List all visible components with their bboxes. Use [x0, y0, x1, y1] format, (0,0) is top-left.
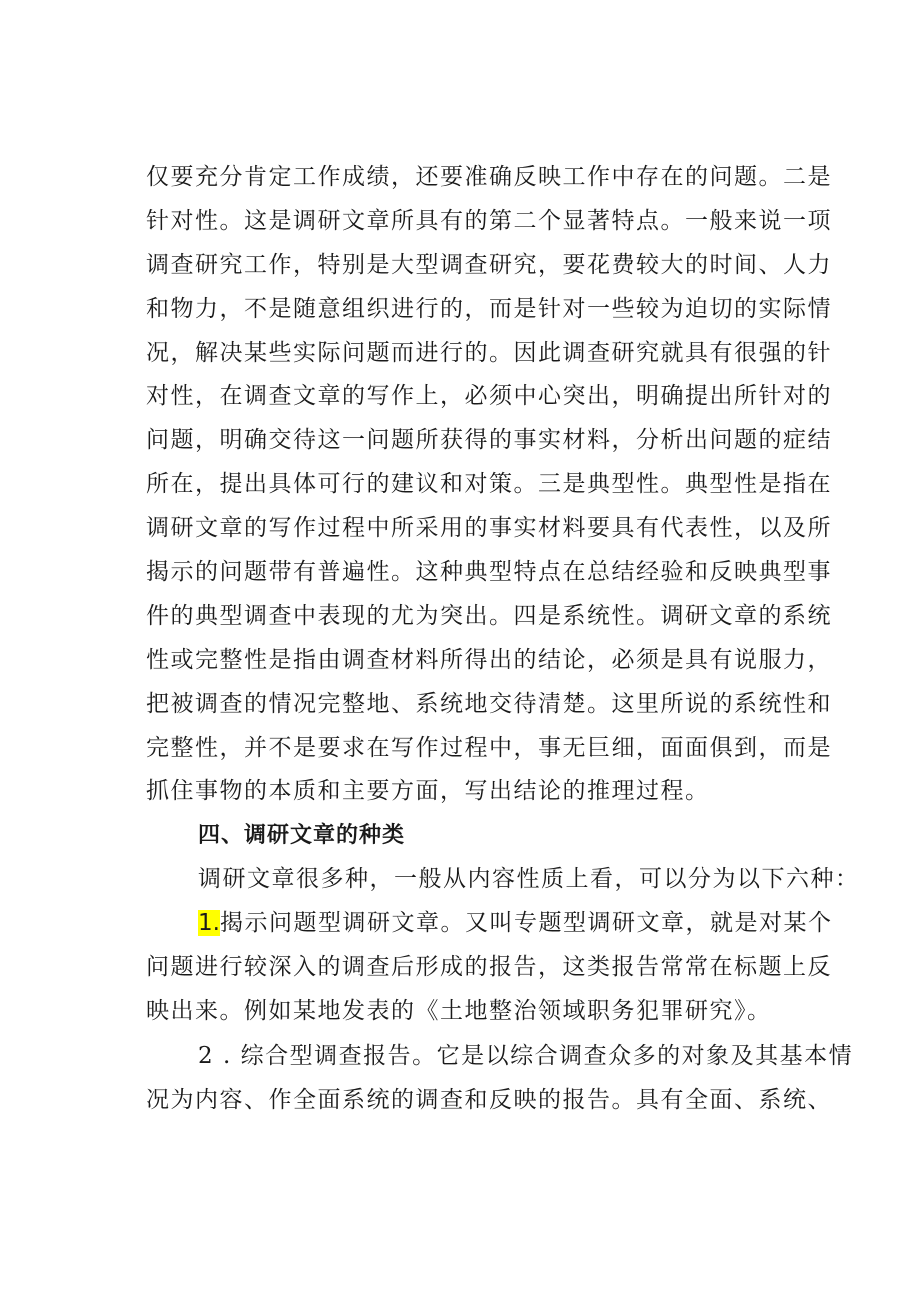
- text-line: 和物力，不是随意组织进行的，而是针对一些较为迫切的实际情: [146, 295, 832, 322]
- text-line: 问题，明确交待这一问题所获得的事实材料，分析出问题的症结: [146, 427, 832, 454]
- text-line: [146, 902, 833, 946]
- text-line: 针对性。这是调研文章所具有的第二个显著特点。一般来说一项: [146, 207, 832, 234]
- text-line: 况为内容、作全面系统的调查和反映的报告。具有全面、系统、: [146, 1086, 832, 1113]
- text-line: 调研文章很多种，一般从内容性质上看，可以分为以下六种：: [198, 866, 860, 892]
- text-segment: 揭示问题型调研文章。又叫专题型调研文章，就是对某个: [219, 910, 833, 936]
- text-line: 揭示的问题带有普遍性。这种典型特点在总结经验和反映典型事: [146, 559, 832, 586]
- text-line: 调研文章的写作过程中所采用的事实材料要具有代表性，以及所: [146, 515, 832, 542]
- text-line: 问题进行较深入的调查后形成的报告，这类报告常常在标题上反: [146, 953, 832, 980]
- section-heading-text: 四、调研文章的种类: [198, 823, 406, 848]
- text-line: 完整性，并不是要求在写作过程中，事无巨细，面面俱到，而是: [146, 734, 832, 761]
- text-line: 况，解决某些实际问题而进行的。因此调查研究就具有很强的针: [146, 339, 832, 366]
- text-line: 对性，在调查文章的写作上，必须中心突出，明确提出所针对的: [146, 383, 832, 410]
- text-line: 2 . 综合型调查报告。它是以综合调查众多的对象及其基本情: [198, 1043, 854, 1069]
- paragraph-types-characteristics: [146, 156, 832, 814]
- text-line: 调查研究工作，特别是大型调查研究，要花费较大的时间、人力: [146, 251, 832, 278]
- text-line: 件的典型调查中表现的尤为突出。四是系统性。调研文章的系统: [146, 602, 832, 629]
- paragraph-type-1: [146, 902, 833, 1034]
- text-line: 把被调查的情况完整地、系统地交待清楚。这里所说的系统性和: [146, 690, 832, 717]
- list-number-highlight: 1.: [198, 910, 220, 936]
- text-line: 抓住事物的本质和主要方面，写出结论的推理过程。: [146, 778, 710, 805]
- text-line: 所在，提出具体可行的建议和对策。三是典型性。典型性是指在: [146, 471, 832, 498]
- section-heading: [146, 814, 802, 858]
- text-line: 仅要充分肯定工作成绩，还要准确反映工作中存在的问题。二是: [146, 164, 832, 190]
- text-line: 性或完整性是指由调查材料所得出的结论，必须是具有说服力，: [146, 646, 832, 673]
- paragraph-intro-six-types: [146, 858, 860, 902]
- text-line: 映出来。例如某地发表的《土地整治领域职务犯罪研究》。: [146, 997, 772, 1024]
- paragraph-type-2: [146, 1035, 854, 1123]
